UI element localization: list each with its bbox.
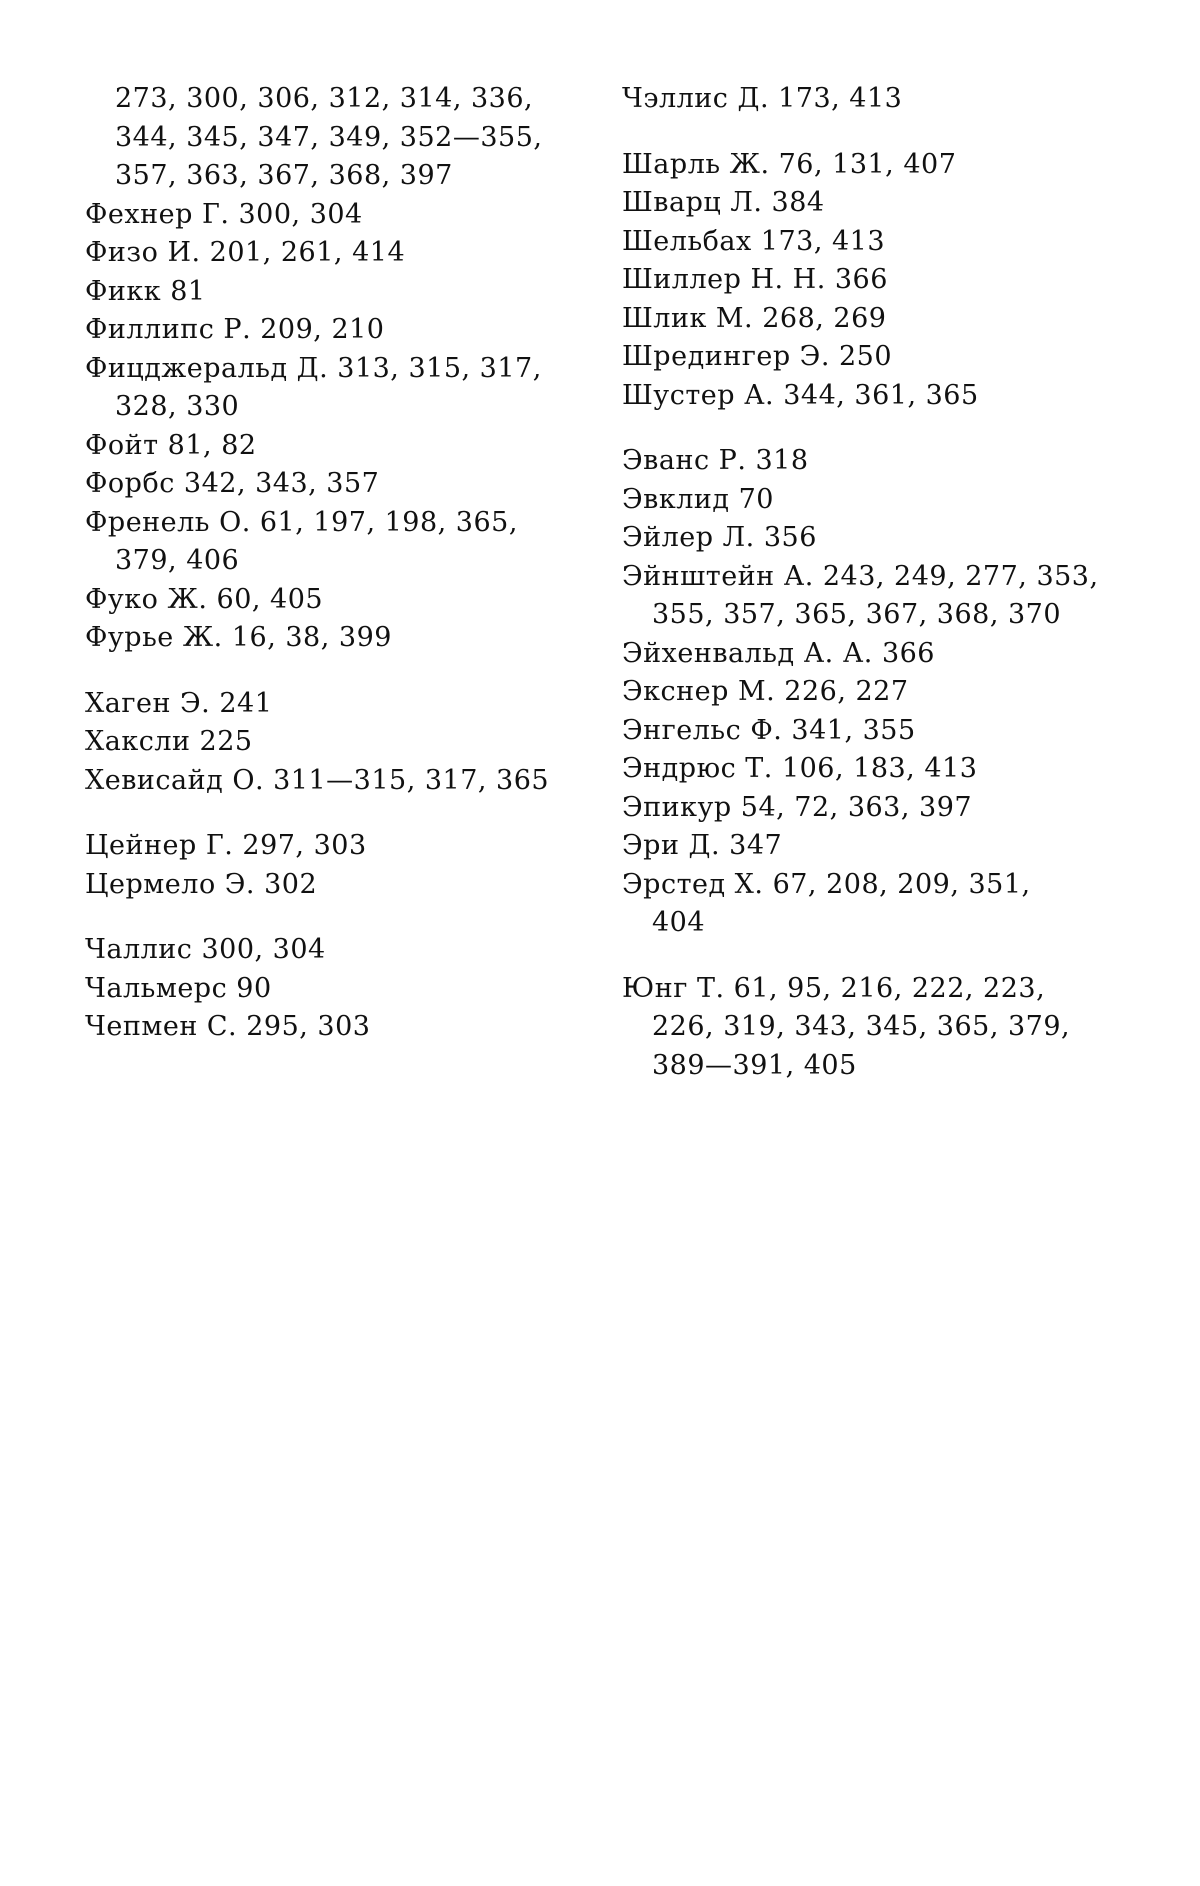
index-entry: Чаллис 300, 304 — [85, 934, 326, 965]
letter-group-gap — [622, 415, 1132, 442]
index-entry: Фехнер Г. 300, 304 — [85, 198, 363, 230]
index-entry: Фикк 81 — [85, 275, 206, 307]
index-entry-continuation: 389—391, 405 — [652, 1049, 857, 1081]
letter-group-gap — [622, 943, 1132, 970]
letter-group-gap — [85, 800, 585, 827]
index-entry-continuation: 404 — [652, 907, 706, 938]
index-entry: Чэллис Д. 173, 413 — [622, 83, 903, 114]
index-entry: Фурье Ж. 16, 38, 399 — [85, 622, 392, 653]
index-entry: Эванс Р. 318 — [622, 445, 809, 476]
letter-group-gap — [622, 119, 1132, 146]
index-entry: Шредингер Э. 250 — [622, 341, 893, 372]
index-entry: Юнг Т. 61, 95, 216, 222, 223, — [622, 972, 1046, 1004]
index-entry: Цермело Э. 302 — [85, 868, 318, 900]
index-entry: Физо И. 201, 261, 414 — [85, 237, 406, 268]
index-entry-continuation: 355, 357, 365, 367, 368, 370 — [652, 599, 1062, 630]
index-entry: Шельбах 173, 413 — [622, 225, 886, 257]
index-entry: Чальмерс 90 — [85, 972, 272, 1004]
index-entry: Цейнер Г. 297, 303 — [85, 830, 367, 861]
index-entry-continuation: 357, 363, 367, 368, 397 — [115, 160, 453, 191]
index-entry: Эпикур 54, 72, 363, 397 — [622, 791, 973, 823]
index-entry: Френель О. 61, 197, 198, 365, — [85, 506, 518, 538]
index-entry: Форбс 342, 343, 357 — [85, 468, 380, 499]
index-entry: Фицджеральд Д. 313, 315, 317, — [85, 352, 542, 384]
index-entry: Шиллер Н. Н. 366 — [622, 264, 888, 295]
index-entry: Эйхенвальд А. А. 366 — [622, 637, 935, 669]
index-entry: Эйнштейн А. 243, 249, 277, 353, — [622, 560, 1099, 592]
index-entry-continuation: 344, 345, 347, 349, 352—355, — [115, 121, 543, 153]
index-entry: Эйлер Л. 356 — [622, 522, 817, 553]
index-entry: Хевисайд О. 311—315, 317, 365 — [85, 764, 550, 796]
index-entry-continuation: 273, 300, 306, 312, 314, 336, — [115, 83, 534, 114]
index-column-right — [622, 80, 1132, 1085]
index-entry: Эвклид 70 — [622, 483, 774, 515]
index-entry: Хаген Э. 241 — [85, 687, 273, 719]
index-entry: Экснер М. 226, 227 — [622, 676, 909, 707]
index-entry-continuation: 379, 406 — [115, 545, 240, 576]
index-entry: Шлик М. 268, 269 — [622, 302, 887, 334]
index-entry-continuation: 328, 330 — [115, 391, 240, 422]
index-entry: Эндрюс Т. 106, 183, 413 — [622, 753, 978, 784]
index-entry: Шарль Ж. 76, 131, 407 — [622, 148, 957, 180]
index-column-left — [85, 80, 585, 1047]
index-entry: Хаксли 225 — [85, 726, 253, 757]
index-entry: Энгельс Ф. 341, 355 — [622, 714, 916, 746]
index-entry: Чепмен С. 295, 303 — [85, 1011, 371, 1042]
index-entry: Шварц Л. 384 — [622, 187, 825, 218]
index-entry-continuation: 226, 319, 343, 345, 365, 379, — [652, 1011, 1071, 1042]
index-entry: Филлипс Р. 209, 210 — [85, 314, 385, 345]
index-entry: Фуко Ж. 60, 405 — [85, 583, 324, 615]
index-entry: Эри Д. 347 — [622, 830, 783, 861]
index-entry: Эрстед Х. 67, 208, 209, 351, — [622, 868, 1031, 900]
letter-group-gap — [85, 658, 585, 685]
letter-group-gap — [85, 904, 585, 931]
index-entry: Шустер А. 344, 361, 365 — [622, 379, 979, 411]
index-entry: Фойт 81, 82 — [85, 429, 257, 461]
